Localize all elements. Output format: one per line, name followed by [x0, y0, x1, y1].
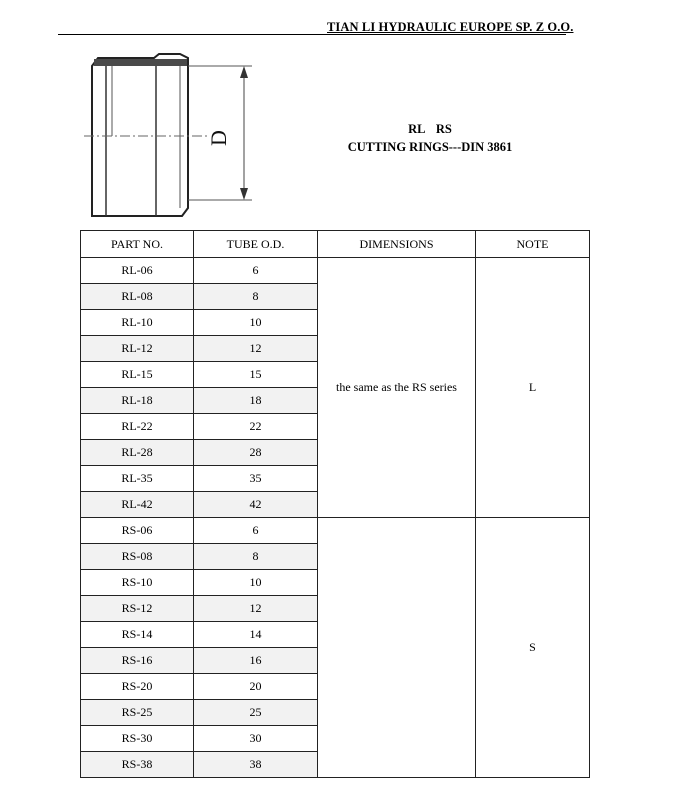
series-rs: RS [435, 122, 452, 136]
tube-od-cell: 15 [194, 362, 318, 388]
dimensions-cell: the same as the RS series [318, 258, 476, 518]
part-no-cell: RS-38 [81, 752, 194, 778]
part-no-cell: RL-10 [81, 310, 194, 336]
tube-od-cell: 18 [194, 388, 318, 414]
arrow-down-icon [240, 188, 248, 200]
tube-od-cell: 12 [194, 336, 318, 362]
part-no-cell: RS-12 [81, 596, 194, 622]
tube-od-cell: 10 [194, 310, 318, 336]
tube-od-cell: 35 [194, 466, 318, 492]
header-dimensions: DIMENSIONS [318, 231, 476, 258]
arrow-up-icon [240, 66, 248, 78]
part-no-cell: RS-20 [81, 674, 194, 700]
header-rule [58, 34, 566, 35]
part-no-cell: RS-25 [81, 700, 194, 726]
tube-od-cell: 42 [194, 492, 318, 518]
title-block [330, 122, 530, 155]
tube-od-cell: 12 [194, 596, 318, 622]
part-no-cell: RS-10 [81, 570, 194, 596]
part-no-cell: RS-08 [81, 544, 194, 570]
part-no-cell: RL-28 [81, 440, 194, 466]
table-row [81, 258, 590, 284]
part-no-cell: RS-30 [81, 726, 194, 752]
part-no-cell: RL-12 [81, 336, 194, 362]
tube-od-cell: 6 [194, 518, 318, 544]
note-cell: L [476, 258, 590, 518]
page-title: CUTTING RINGS---DIN 3861 [347, 140, 513, 154]
cutting-ring-drawing [84, 48, 264, 220]
part-no-cell: RL-18 [81, 388, 194, 414]
part-no-cell: RL-35 [81, 466, 194, 492]
part-no-cell: RL-22 [81, 414, 194, 440]
table-header-row [81, 231, 590, 258]
tube-od-cell: 22 [194, 414, 318, 440]
dimensions-cell [318, 518, 476, 778]
company-name: TIAN LI HYDRAULIC EUROPE SP. Z O.O. [327, 20, 574, 34]
series-rl: RL [408, 122, 425, 136]
tube-od-cell: 28 [194, 440, 318, 466]
parts-table [80, 230, 590, 778]
dimension-label: D [206, 130, 231, 146]
part-no-cell: RL-15 [81, 362, 194, 388]
header-part-no: PART NO. [81, 231, 194, 258]
tube-od-cell: 8 [194, 284, 318, 310]
note-cell: S [476, 518, 590, 778]
tube-od-cell: 25 [194, 700, 318, 726]
tube-od-cell: 20 [194, 674, 318, 700]
tube-od-cell: 30 [194, 726, 318, 752]
tube-od-cell: 14 [194, 622, 318, 648]
part-no-cell: RL-42 [81, 492, 194, 518]
part-no-cell: RS-06 [81, 518, 194, 544]
header-note: NOTE [476, 231, 590, 258]
tube-od-cell: 16 [194, 648, 318, 674]
header-tube-od: TUBE O.D. [194, 231, 318, 258]
part-no-cell: RS-16 [81, 648, 194, 674]
tube-od-cell: 6 [194, 258, 318, 284]
part-no-cell: RS-14 [81, 622, 194, 648]
part-no-cell: RL-08 [81, 284, 194, 310]
tube-od-cell: 38 [194, 752, 318, 778]
tube-od-cell: 8 [194, 544, 318, 570]
table-row [81, 518, 590, 544]
series-codes [330, 122, 530, 137]
part-no-cell: RL-06 [81, 258, 194, 284]
tube-od-cell: 10 [194, 570, 318, 596]
ring-top-band [94, 59, 187, 66]
